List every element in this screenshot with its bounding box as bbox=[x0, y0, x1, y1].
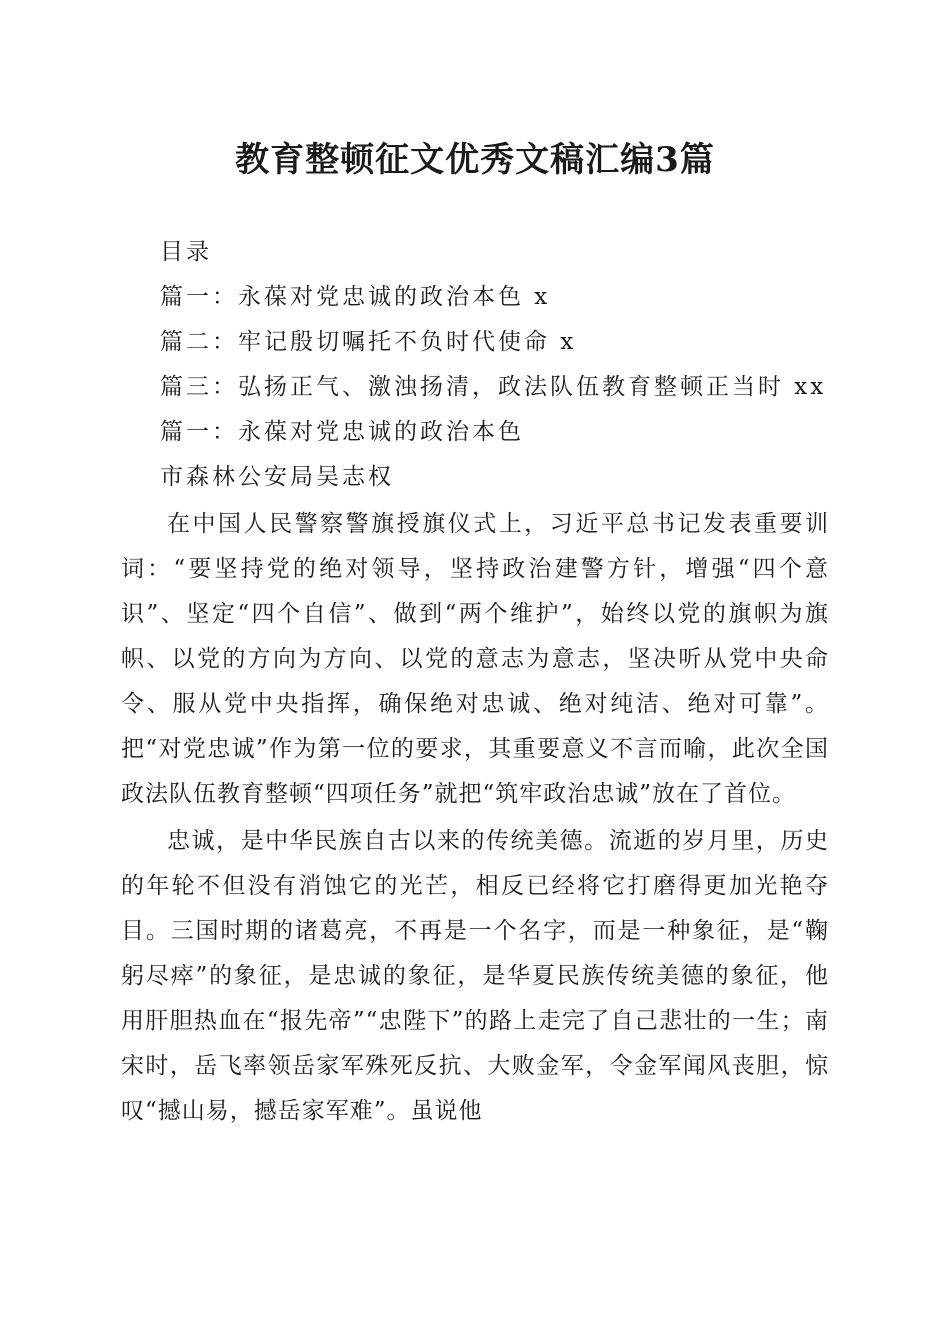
article-body bbox=[121, 502, 829, 1134]
toc-item: 篇一：永葆对党忠诚的政治本色 x bbox=[160, 284, 551, 310]
article-heading: 篇一：永葆对党忠诚的政治本色 bbox=[160, 419, 524, 445]
table-of-contents bbox=[160, 230, 860, 500]
body-paragraph: 在中国人民警察警旗授旗仪式上，习近平总书记发表重要训词：“要坚持党的绝对领导，坚持政治建警方针，增强“四个意识”、坚定“四个自信”、做到“两个维护”，始终以党的旗帜为旗帜、以党的方向为方向、以党的意志为意志，坚决听从党中央命令、服从党中央指挥，确保绝对忠诚、绝对纯洁、绝对可靠”。把“对党忠诚”作为第一位的要求，其重要意义不言而喻，此次全国政法队伍教育整顿“四项任务”就把“筑牢政治忠诚”放在了首位。 bbox=[121, 511, 829, 807]
toc-heading: 目录 bbox=[160, 239, 212, 265]
body-paragraph: 忠诚，是中华民族自古以来的传统美德。流逝的岁月里，历史的年轮不但没有消蚀它的光芒，相反已经将它打磨得更加光艳夺目。三国时期的诸葛亮，不再是一个名字，而是一种象征，是“鞠躬尽瘁”的象征，是忠诚的象征，是华夏民族传统美德的象征，他用肝胆热血在“报先帝”“忠陛下”的路上走完了自己悲壮的一生；南宋时，岳飞率领岳家军殊死反抗、大败金军，令金军闻风丧胆，惊叹“撼山易，撼岳家军难”。虽说他 bbox=[121, 828, 829, 1124]
document-title: 教育整顿征文优秀文稿汇编3篇 bbox=[235, 140, 715, 180]
toc-item: 篇三：弘扬正气、激浊扬清，政法队伍教育整顿正当时 xx bbox=[160, 374, 827, 400]
article-author: 市森林公安局吴志权 bbox=[160, 464, 394, 490]
toc-item: 篇二：牢记殷切嘱托不负时代使命 x bbox=[160, 329, 577, 355]
